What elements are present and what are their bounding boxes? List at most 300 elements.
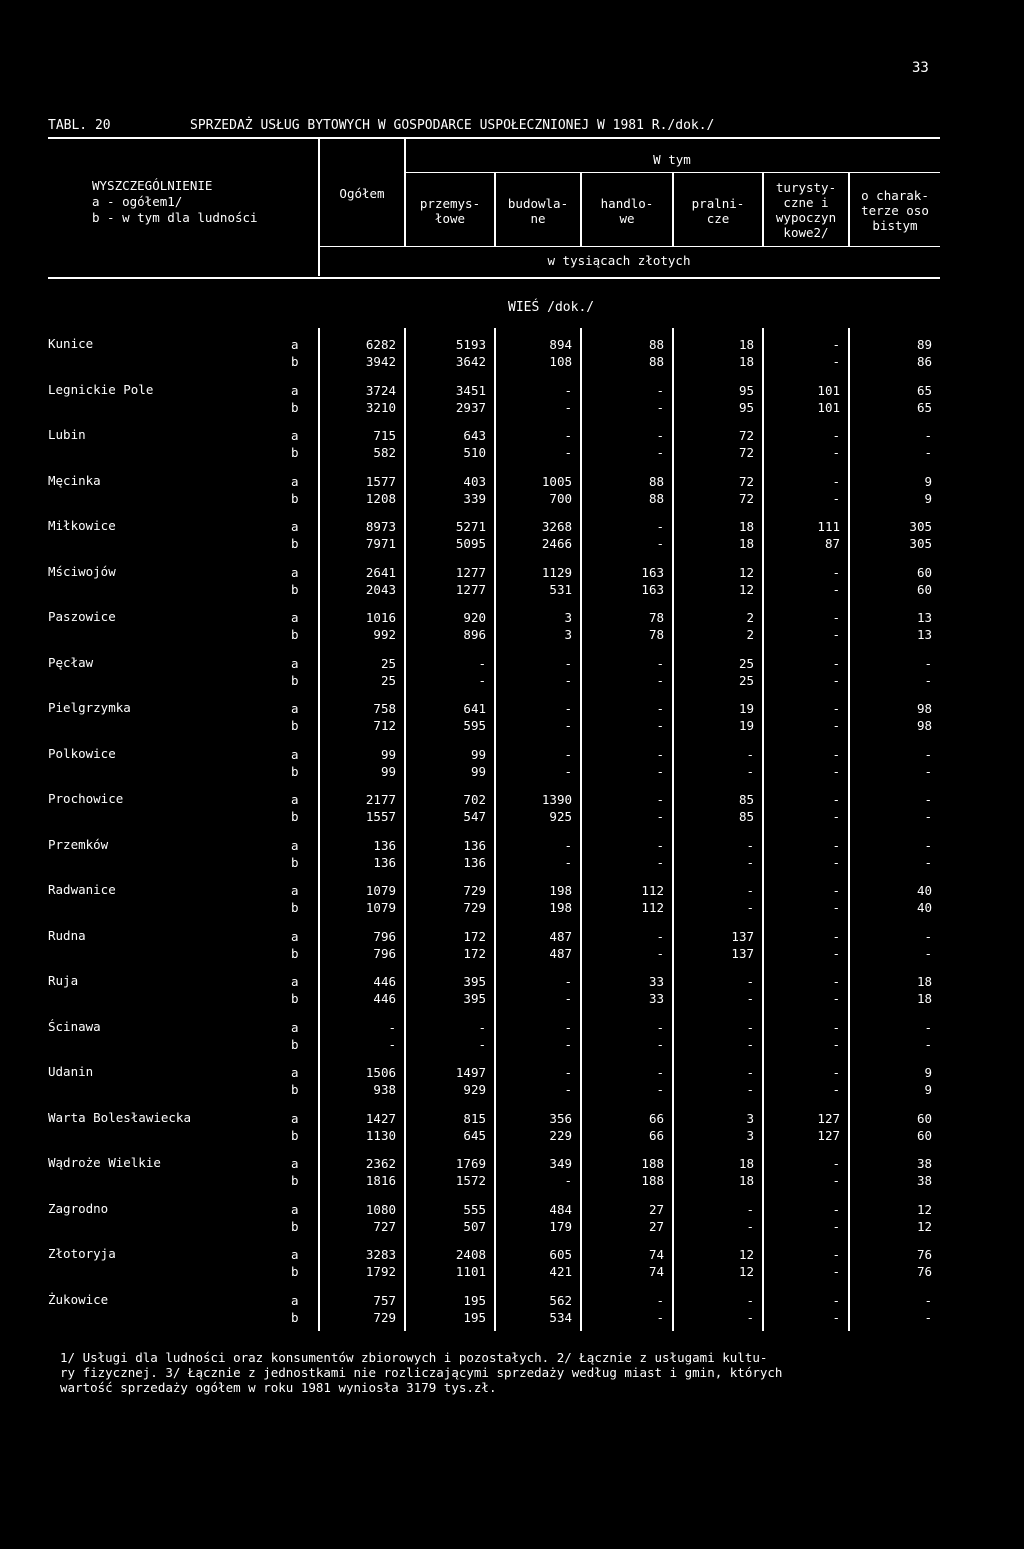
cell-b-col5: -	[832, 673, 840, 688]
header-line: budowla-	[507, 196, 569, 211]
cell-a-col0: 99	[380, 747, 396, 762]
row-variant-a: a	[291, 701, 299, 716]
cell-a-col1: 3451	[455, 383, 486, 398]
cell-a-col2: 894	[549, 337, 572, 352]
cell-b-col2: 108	[549, 354, 572, 369]
cell-a-col2: 1005	[541, 474, 572, 489]
cell-b-col4: 25	[738, 673, 754, 688]
cell-a-col4: 12	[738, 1247, 754, 1262]
row-variant-a: a	[291, 610, 299, 625]
cell-a-col1: 555	[463, 1202, 486, 1217]
cell-b-col1: -	[478, 1037, 486, 1052]
cell-a-col1: 1769	[455, 1156, 486, 1171]
row-variant-b: b	[291, 354, 299, 369]
cell-b-col6: 65	[916, 400, 932, 415]
cell-b-col4: 72	[738, 445, 754, 460]
row-variant-a: a	[291, 474, 299, 489]
total-header: Ogółem	[339, 186, 385, 201]
body-divider-total	[404, 328, 406, 1331]
cell-a-col0: -	[388, 1020, 396, 1035]
cell-a-col3: 88	[648, 337, 664, 352]
cell-a-col0: 8973	[365, 519, 396, 534]
row-variant-b: b	[291, 1037, 299, 1052]
cell-a-col6: -	[924, 747, 932, 762]
cell-b-col5: 101	[817, 400, 840, 415]
cell-a-col4: -	[746, 1293, 754, 1308]
cell-b-col6: -	[924, 1310, 932, 1325]
cell-b-col6: -	[924, 673, 932, 688]
stub-header	[92, 178, 258, 226]
cell-a-col5: -	[832, 701, 840, 716]
cell-a-col1: 99	[470, 747, 486, 762]
body-divider-1	[494, 328, 496, 1331]
row-variant-a: a	[291, 337, 299, 352]
cell-b-col1: 3642	[455, 354, 486, 369]
cell-a-col2: -	[564, 838, 572, 853]
cell-a-col5: -	[832, 1156, 840, 1171]
cell-a-col3: 33	[648, 974, 664, 989]
row-variant-b: b	[291, 946, 299, 961]
cell-b-col2: -	[564, 764, 572, 779]
cell-b-col0: 1557	[365, 809, 396, 824]
row-name: Pęcław	[48, 655, 94, 670]
row-name: Zagrodno	[48, 1201, 109, 1216]
cell-a-col4: 72	[738, 428, 754, 443]
cell-a-col5: -	[832, 838, 840, 853]
cell-b-col6: 18	[916, 991, 932, 1006]
cell-b-col5: -	[832, 354, 840, 369]
cell-b-col3: -	[656, 445, 664, 460]
row-variant-b: b	[291, 1128, 299, 1143]
cell-b-col2: -	[564, 991, 572, 1006]
body-divider-stub	[318, 328, 320, 1331]
cell-b-col0: 938	[373, 1082, 396, 1097]
cell-a-col2: 562	[549, 1293, 572, 1308]
cell-a-col2: -	[564, 383, 572, 398]
cell-a-col4: -	[746, 974, 754, 989]
row-variant-b: b	[291, 855, 299, 870]
cell-b-col6: -	[924, 946, 932, 961]
cell-b-col1: 645	[463, 1128, 486, 1143]
section-label: WIEŚ /dok./	[508, 300, 595, 315]
cell-a-col4: -	[746, 1202, 754, 1217]
cell-b-col6: 86	[916, 354, 932, 369]
row-variant-a: a	[291, 1247, 299, 1262]
cell-a-col0: 1506	[365, 1065, 396, 1080]
cell-a-col6: 76	[916, 1247, 932, 1262]
cell-a-col5: -	[832, 474, 840, 489]
cell-b-col6: 38	[916, 1173, 932, 1188]
cell-b-col2: 925	[549, 809, 572, 824]
header-line: turysty-	[775, 180, 837, 195]
row-variant-a: a	[291, 1065, 299, 1080]
cell-b-col2: 534	[549, 1310, 572, 1325]
cell-b-col3: 88	[648, 491, 664, 506]
row-variant-a: a	[291, 1020, 299, 1035]
cell-a-col4: 72	[738, 474, 754, 489]
header-divider-stub	[318, 139, 320, 276]
row-variant-b: b	[291, 445, 299, 460]
row-name: Męcinka	[48, 473, 101, 488]
cell-a-col4: -	[746, 883, 754, 898]
cell-b-col3: 112	[641, 900, 664, 915]
cell-a-col0: 715	[373, 428, 396, 443]
cell-a-col5: -	[832, 656, 840, 671]
row-name: Radwanice	[48, 882, 116, 897]
cell-a-col5: 111	[817, 519, 840, 534]
cell-b-col4: 18	[738, 1173, 754, 1188]
cell-a-col0: 1079	[365, 883, 396, 898]
cell-b-col2: -	[564, 855, 572, 870]
cell-b-col0: 796	[373, 946, 396, 961]
cell-b-col1: 339	[463, 491, 486, 506]
row-variant-b: b	[291, 491, 299, 506]
row-name: Przemków	[48, 837, 109, 852]
cell-b-col4: -	[746, 855, 754, 870]
cell-a-col0: 1016	[365, 610, 396, 625]
cell-b-col2: 531	[549, 582, 572, 597]
cell-b-col1: 896	[463, 627, 486, 642]
col-header-construction	[496, 196, 580, 226]
row-variant-b: b	[291, 673, 299, 688]
cell-a-col2: -	[564, 747, 572, 762]
cell-a-col2: 605	[549, 1247, 572, 1262]
cell-a-col5: -	[832, 1020, 840, 1035]
cell-a-col1: 702	[463, 792, 486, 807]
cell-b-col3: -	[656, 400, 664, 415]
cell-a-col2: 484	[549, 1202, 572, 1217]
row-variant-b: b	[291, 1310, 299, 1325]
cell-a-col0: 2177	[365, 792, 396, 807]
row-name: Ścinawa	[48, 1019, 101, 1034]
row-variant-a: a	[291, 929, 299, 944]
cell-b-col0: 727	[373, 1219, 396, 1234]
cell-b-col4: -	[746, 900, 754, 915]
cell-a-col5: 101	[817, 383, 840, 398]
cell-b-col3: 66	[648, 1128, 664, 1143]
cell-a-col1: 5193	[455, 337, 486, 352]
cell-a-col4: 18	[738, 337, 754, 352]
cell-a-col4: 3	[746, 1111, 754, 1126]
cell-a-col2: 3268	[541, 519, 572, 534]
cell-a-col3: 27	[648, 1202, 664, 1217]
row-variant-b: b	[291, 900, 299, 915]
cell-b-col2: 2466	[541, 536, 572, 551]
page-number: 33	[912, 60, 929, 76]
cell-b-col3: 33	[648, 991, 664, 1006]
cell-b-col2: 3	[564, 627, 572, 642]
cell-b-col2: 700	[549, 491, 572, 506]
cell-a-col5: -	[832, 747, 840, 762]
header-bottom-rule	[48, 277, 940, 279]
cell-a-col3: -	[656, 1020, 664, 1035]
cell-a-col0: 2362	[365, 1156, 396, 1171]
cell-b-col0: 25	[380, 673, 396, 688]
row-variant-a: a	[291, 838, 299, 853]
cell-b-col2: -	[564, 673, 572, 688]
row-variant-b: b	[291, 809, 299, 824]
cell-b-col4: 85	[738, 809, 754, 824]
cell-b-col6: -	[924, 1037, 932, 1052]
cell-a-col5: -	[832, 883, 840, 898]
cell-a-col5: -	[832, 610, 840, 625]
cell-b-col2: -	[564, 718, 572, 733]
cell-b-col6: -	[924, 855, 932, 870]
cell-a-col2: 1129	[541, 565, 572, 580]
cell-a-col5: -	[832, 565, 840, 580]
cell-b-col3: 188	[641, 1173, 664, 1188]
cell-a-col1: 729	[463, 883, 486, 898]
body-divider-2	[580, 328, 582, 1331]
cell-b-col3: 88	[648, 354, 664, 369]
cell-a-col1: 815	[463, 1111, 486, 1126]
cell-b-col0: 3942	[365, 354, 396, 369]
cell-a-col6: 40	[916, 883, 932, 898]
cell-b-col0: 3210	[365, 400, 396, 415]
cell-b-col1: 99	[470, 764, 486, 779]
cell-b-col3: 78	[648, 627, 664, 642]
row-name: Pielgrzymka	[48, 700, 131, 715]
cell-b-col6: -	[924, 809, 932, 824]
row-variant-a: a	[291, 1293, 299, 1308]
header-line: przemys-	[419, 196, 481, 211]
table-title: SPRZEDAŻ USŁUG BYTOWYCH W GOSPODARCE USPOŁECZNIONEJ W 1981 R./dok./	[190, 118, 715, 133]
cell-a-col0: 6282	[365, 337, 396, 352]
cell-a-col0: 136	[373, 838, 396, 853]
row-name: Żukowice	[48, 1292, 109, 1307]
cell-a-col6: 89	[916, 337, 932, 352]
cell-b-col1: 1101	[455, 1264, 486, 1279]
row-variant-a: a	[291, 747, 299, 762]
cell-a-col6: 305	[909, 519, 932, 534]
cell-a-col5: -	[832, 1247, 840, 1262]
cell-a-col1: 5271	[455, 519, 486, 534]
row-variant-b: b	[291, 718, 299, 733]
cell-a-col1: 641	[463, 701, 486, 716]
cell-a-col3: -	[656, 383, 664, 398]
body-divider-3	[672, 328, 674, 1331]
header-line: o charak-	[861, 188, 929, 203]
header-unit-rule	[318, 246, 940, 247]
cell-b-col4: 72	[738, 491, 754, 506]
cell-a-col3: 74	[648, 1247, 664, 1262]
cell-a-col0: 3724	[365, 383, 396, 398]
cell-a-col3: -	[656, 519, 664, 534]
cell-b-col3: 27	[648, 1219, 664, 1234]
cell-b-col0: 7971	[365, 536, 396, 551]
cell-a-col0: 1577	[365, 474, 396, 489]
cell-b-col4: -	[746, 991, 754, 1006]
row-variant-b: b	[291, 627, 299, 642]
cell-a-col2: -	[564, 428, 572, 443]
group-header: W tym	[653, 152, 691, 167]
footnote-line: ry fizycznej. 3/ Łącznie z jednostkami nie rozliczającymi sprzedaży według miast i gmin, których	[60, 1365, 783, 1380]
cell-b-col3: -	[656, 536, 664, 551]
cell-b-col1: 2937	[455, 400, 486, 415]
header-line: we	[619, 211, 635, 226]
cell-a-col0: 446	[373, 974, 396, 989]
cell-b-col5: -	[832, 445, 840, 460]
cell-b-col1: 136	[463, 855, 486, 870]
cell-b-col0: 729	[373, 1310, 396, 1325]
row-variant-a: a	[291, 565, 299, 580]
cell-a-col6: -	[924, 1020, 932, 1035]
cell-b-col3: -	[656, 946, 664, 961]
cell-b-col2: -	[564, 400, 572, 415]
cell-a-col3: -	[656, 1293, 664, 1308]
row-variant-a: a	[291, 1202, 299, 1217]
cell-a-col6: 18	[916, 974, 932, 989]
cell-b-col4: 19	[738, 718, 754, 733]
cell-a-col1: 136	[463, 838, 486, 853]
col-header-personal	[850, 188, 940, 233]
row-name: Legnickie Pole	[48, 382, 154, 397]
cell-a-col2: 3	[564, 610, 572, 625]
cell-b-col0: 1816	[365, 1173, 396, 1188]
row-variant-b: b	[291, 536, 299, 551]
cell-a-col3: -	[656, 792, 664, 807]
cell-a-col2: -	[564, 1065, 572, 1080]
cell-a-col6: 12	[916, 1202, 932, 1217]
cell-b-col4: 12	[738, 1264, 754, 1279]
col-header-trade	[582, 196, 672, 226]
cell-b-col4: 3	[746, 1128, 754, 1143]
header-line: kowe2/	[783, 225, 829, 240]
cell-a-col4: -	[746, 1065, 754, 1080]
cell-a-col4: 19	[738, 701, 754, 716]
cell-b-col4: 137	[731, 946, 754, 961]
cell-a-col5: -	[832, 428, 840, 443]
cell-b-col5: 127	[817, 1128, 840, 1143]
cell-b-col0: 1130	[365, 1128, 396, 1143]
row-name: Lubin	[48, 427, 86, 442]
cell-b-col5: -	[832, 900, 840, 915]
cell-b-col5: -	[832, 491, 840, 506]
cell-b-col5: 87	[824, 536, 840, 551]
cell-b-col4: -	[746, 1310, 754, 1325]
cell-b-col1: 547	[463, 809, 486, 824]
cell-a-col0: 3283	[365, 1247, 396, 1262]
cell-a-col2: 356	[549, 1111, 572, 1126]
cell-b-col1: 172	[463, 946, 486, 961]
cell-a-col3: -	[656, 1065, 664, 1080]
cell-a-col1: 920	[463, 610, 486, 625]
cell-b-col5: -	[832, 1173, 840, 1188]
cell-a-col4: 137	[731, 929, 754, 944]
cell-b-col5: -	[832, 946, 840, 961]
cell-a-col1: 643	[463, 428, 486, 443]
cell-a-col3: -	[656, 929, 664, 944]
row-name: Polkowice	[48, 746, 116, 761]
cell-b-col1: 5095	[455, 536, 486, 551]
cell-a-col6: -	[924, 929, 932, 944]
cell-a-col2: 198	[549, 883, 572, 898]
cell-b-col5: -	[832, 582, 840, 597]
cell-a-col5: -	[832, 1202, 840, 1217]
cell-b-col6: 98	[916, 718, 932, 733]
cell-b-col5: -	[832, 1264, 840, 1279]
cell-b-col3: 163	[641, 582, 664, 597]
cell-a-col6: 13	[916, 610, 932, 625]
row-variant-b: b	[291, 1173, 299, 1188]
cell-a-col1: 172	[463, 929, 486, 944]
cell-b-col1: 929	[463, 1082, 486, 1097]
cell-a-col4: 95	[738, 383, 754, 398]
cell-b-col5: -	[832, 1037, 840, 1052]
body-divider-5	[848, 328, 850, 1331]
cell-a-col5: -	[832, 974, 840, 989]
cell-b-col4: -	[746, 1082, 754, 1097]
cell-a-col2: -	[564, 1020, 572, 1035]
cell-b-col6: 60	[916, 582, 932, 597]
cell-a-col2: 349	[549, 1156, 572, 1171]
cell-a-col1: 403	[463, 474, 486, 489]
cell-b-col4: -	[746, 764, 754, 779]
cell-b-col0: 582	[373, 445, 396, 460]
cell-b-col3: -	[656, 1310, 664, 1325]
cell-a-col0: 1080	[365, 1202, 396, 1217]
cell-b-col0: 136	[373, 855, 396, 870]
cell-b-col1: 395	[463, 991, 486, 1006]
cell-b-col2: 179	[549, 1219, 572, 1234]
cell-b-col1: 1572	[455, 1173, 486, 1188]
cell-b-col3: -	[656, 673, 664, 688]
row-variant-a: a	[291, 792, 299, 807]
cell-a-col1: 395	[463, 974, 486, 989]
cell-a-col0: 758	[373, 701, 396, 716]
cell-a-col4: 85	[738, 792, 754, 807]
stub-header-line: WYSZCZEGÓLNIENIE	[92, 178, 213, 193]
row-name: Warta Bolesławiecka	[48, 1110, 191, 1125]
cell-b-col0: -	[388, 1037, 396, 1052]
cell-b-col6: 60	[916, 1128, 932, 1143]
cell-a-col6: 38	[916, 1156, 932, 1171]
cell-a-col2: -	[564, 974, 572, 989]
cell-a-col4: -	[746, 747, 754, 762]
cell-b-col1: 195	[463, 1310, 486, 1325]
row-name: Miłkowice	[48, 518, 116, 533]
cell-b-col0: 992	[373, 627, 396, 642]
cell-b-col6: 40	[916, 900, 932, 915]
cell-a-col3: 163	[641, 565, 664, 580]
cell-b-col2: 421	[549, 1264, 572, 1279]
cell-a-col1: 1277	[455, 565, 486, 580]
header-line: pralni-	[691, 196, 745, 211]
cell-a-col5: -	[832, 337, 840, 352]
cell-a-col6: -	[924, 428, 932, 443]
cell-b-col2: 229	[549, 1128, 572, 1143]
cell-a-col5: -	[832, 929, 840, 944]
cell-a-col6: 9	[924, 474, 932, 489]
cell-a-col3: -	[656, 701, 664, 716]
cell-a-col6: -	[924, 792, 932, 807]
cell-b-col2: 198	[549, 900, 572, 915]
cell-b-col4: 2	[746, 627, 754, 642]
row-variant-a: a	[291, 428, 299, 443]
unit-header: w tysiącach złotych	[547, 253, 691, 268]
cell-b-col3: -	[656, 1037, 664, 1052]
cell-b-col0: 1208	[365, 491, 396, 506]
cell-b-col0: 99	[380, 764, 396, 779]
cell-b-col6: 76	[916, 1264, 932, 1279]
stub-header-line: a - ogółem1/	[92, 194, 183, 209]
cell-b-col5: -	[832, 718, 840, 733]
cell-a-col6: 65	[916, 383, 932, 398]
cell-b-col4: -	[746, 1037, 754, 1052]
cell-b-col1: 1277	[455, 582, 486, 597]
cell-b-col5: -	[832, 764, 840, 779]
cell-b-col4: 12	[738, 582, 754, 597]
